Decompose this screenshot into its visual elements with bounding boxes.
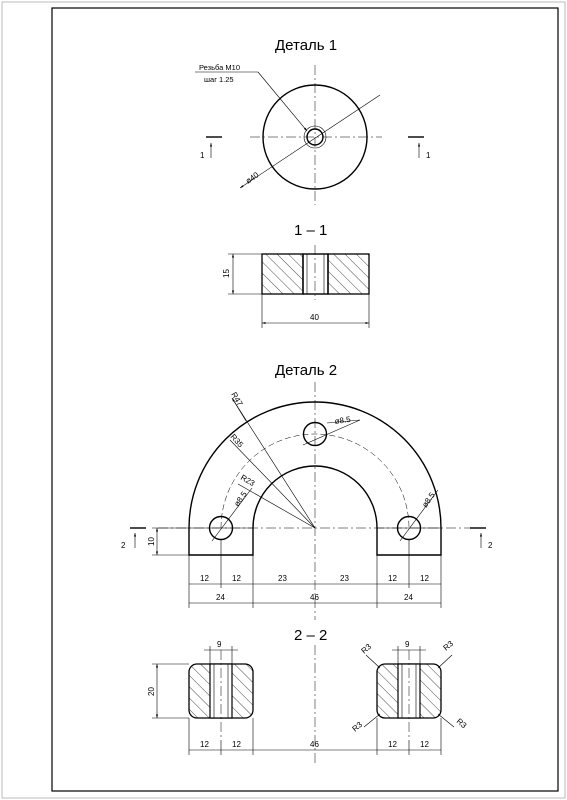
detail-2-cut-mark-left: 2 [121,541,126,550]
dim-label: 12 [388,740,397,749]
section-2-hole-w-left: 9 [217,640,222,649]
dim-label: 12 [388,574,397,583]
dim-label: 12 [420,574,429,583]
sheet-border [2,2,565,798]
detail-2-hole-left-dia: ø8.5 [232,489,249,509]
dim-label: 23 [340,574,349,583]
detail-2-dim-row-2 [216,593,413,602]
dim-label: 12 [232,574,241,583]
section-1-view [222,222,369,328]
detail-2-view [121,362,493,620]
section-2-r3-bl: R3 [350,720,365,734]
section-1-left-part [262,254,303,294]
dim-label: 46 [310,593,319,602]
section-2-title: 2 – 2 [294,627,328,644]
drawing-frame [52,8,558,791]
dim-label: 12 [420,740,429,749]
section-2-view [147,627,469,765]
dim-label: 12 [200,740,209,749]
section-2-hole-w-right: 9 [405,640,410,649]
section-1-width-dim: 40 [310,313,319,322]
detail-2-r23: R23 [239,472,257,489]
detail-2-r47: R47 [229,390,245,408]
detail-1-cut-mark-right: 1 [426,151,431,160]
detail-2-r35: R35 [228,432,246,450]
detail-2-cut-mark-right: 2 [488,541,493,550]
detail-2-dim-row-1 [200,574,429,583]
detail-2-title: Деталь 2 [275,362,338,379]
section-2-r3-tl: R3 [359,642,374,656]
dim-label: 24 [404,593,413,602]
section-2-dim-row [200,740,429,749]
detail-1-dia-label: ø40 [243,170,261,186]
section-1-height-dim: 15 [222,269,231,278]
detail-1-thread-pitch: шаг 1.25 [204,75,234,84]
section-1-title: 1 – 1 [294,222,328,239]
dim-label: 46 [310,740,319,749]
section-2-height-dim: 20 [147,687,156,696]
dim-label: 12 [200,574,209,583]
detail-1-title: Деталь 1 [275,37,338,54]
detail-2-hole-top-dia: ø8.5 [334,414,352,426]
section-1-right-part [328,254,369,294]
section-2-r3-tr: R3 [441,639,456,653]
detail-2-hole-right-dia: ø8.5 [420,490,437,510]
detail-1-thread-label: Резьба М10 [199,63,240,72]
detail-2-height-dim: 10 [147,537,156,546]
detail-1-cut-mark-left: 1 [200,151,205,160]
dim-label: 12 [232,740,241,749]
dim-label: 23 [278,574,287,583]
section-2-r3-br: R3 [454,716,469,731]
detail-1-view [195,37,431,205]
dim-label: 24 [216,593,225,602]
